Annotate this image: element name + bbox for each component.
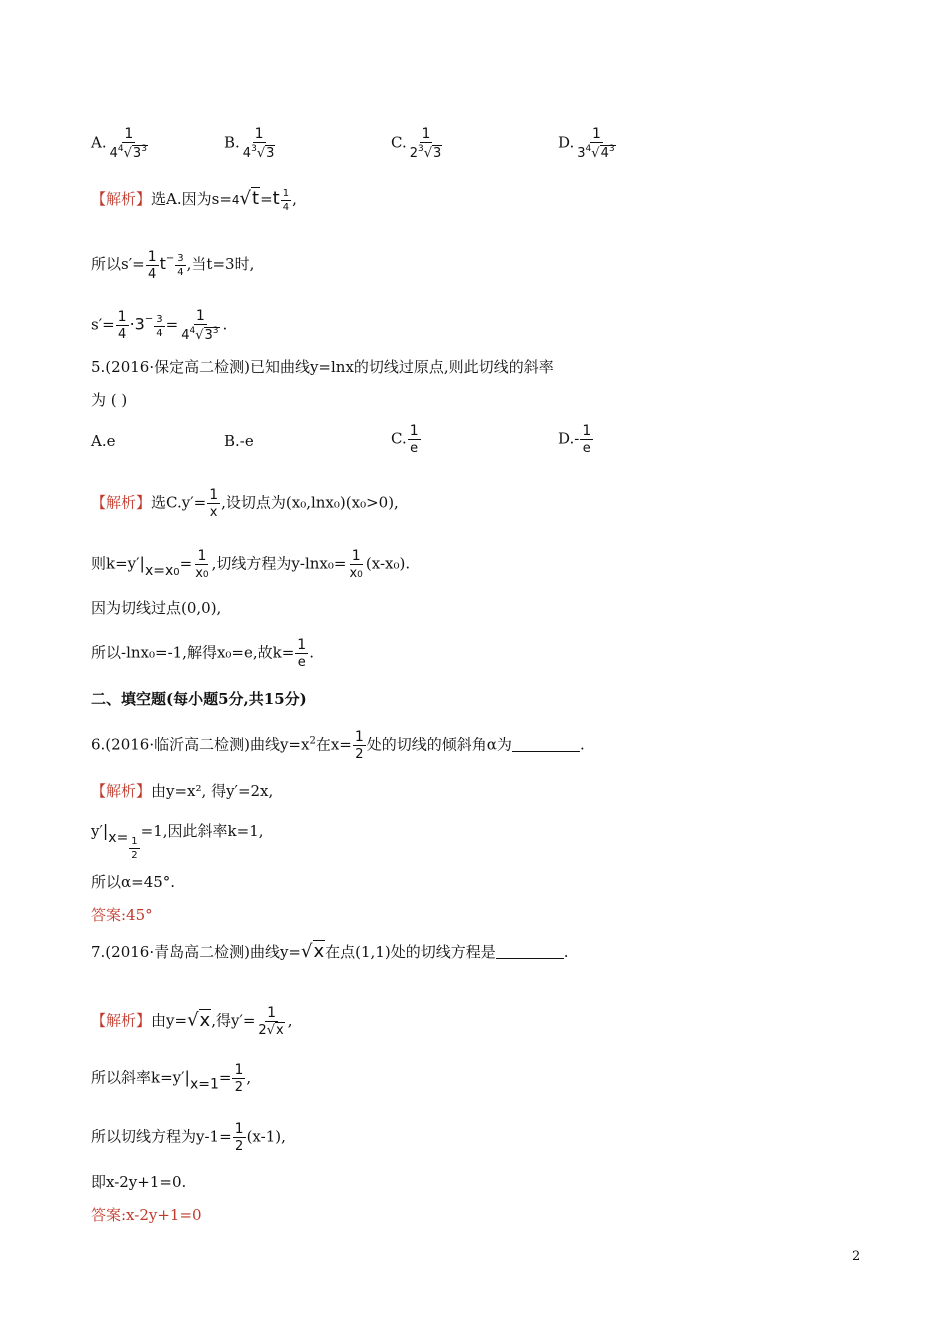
solution-tag: 【解析】 [91, 493, 152, 512]
q7-stem: 7.(2016·青岛高二检测)曲线y=√x在点(1,1)处的切线方程是 . [91, 941, 569, 962]
q4-option-d: D. $\frac{1}{3^4√4^3}$ [558, 126, 615, 161]
q5-solution-line-2: 则k=y′|x=x0= $\frac{1}{x0}$ ,切线方程为y-lnx₀= $\frac{1}{x0}$ (x-x₀). [91, 548, 411, 581]
q5-solution-line-3: 因为切线过点(0,0), [91, 599, 222, 617]
q6-answer: 答案:45° [91, 906, 153, 924]
q4-solution-line-1: 【解析】选A.因为s=4√t=t $\frac{1}{4}$ , [91, 188, 297, 213]
answer-blank [496, 944, 564, 959]
q4-option-c: C. $\frac{1}{2^3√3}$ [391, 126, 442, 161]
q5-stem-line-1: 5.(2016·保定高二检测)已知曲线y=lnx的切线过原点,则此切线的斜率 [91, 358, 554, 376]
q4-solution-line-2: 所以s′= $\frac{1}{4}$ t− $\frac{3}{4}$ ,当t=3时, [91, 248, 255, 282]
page-number: 2 [852, 1249, 861, 1264]
q7-solution-line-3: 所以切线方程为y-1= $\frac{1}{2}$ (x-1), [91, 1121, 286, 1154]
q4-solution-line-3: s′= $\frac{1}{4}$ ·3− $\frac{3}{4}$ = $\frac{1}{4^4√3^3}$ . [91, 308, 228, 343]
q4-option-a: A. $\frac{1}{4^4√3^3}$ [91, 126, 147, 161]
answer-blank [512, 737, 580, 752]
q6-solution-line-1: 【解析】由y=x², 得y′=2x, [91, 782, 274, 800]
q7-solution-line-1: 【解析】由y=√x,得y′= $\frac{1}{2√x}$ , [91, 1005, 293, 1038]
q7-answer: 答案:x-2y+1=0 [91, 1206, 202, 1224]
q5-option-d: D.- $\frac{1}{e}$ [558, 423, 592, 456]
q5-stem-line-2: 为 ( ) [91, 391, 128, 409]
q7-solution-line-4: 即x-2y+1=0. [91, 1173, 187, 1191]
section-heading-fill-in: 二、填空题(每小题5分,共15分) [91, 690, 307, 708]
solution-tag: 【解析】 [91, 190, 152, 208]
q5-option-c: C. $\frac{1}{e}$ [391, 423, 419, 456]
solution-tag: 【解析】 [91, 1011, 152, 1030]
q7-solution-line-2: 所以斜率k=y′|x=1= $\frac{1}{2}$ , [91, 1062, 252, 1095]
solution-tag: 【解析】 [91, 782, 152, 800]
q5-option-b: B.-e [224, 432, 254, 450]
q6-solution-line-3: 所以α=45°. [91, 873, 176, 891]
q5-solution-line-4: 所以-lnx₀=-1,解得x₀=e,故k= $\frac{1}{e}$ . [91, 637, 314, 670]
q4-option-b: B. $\frac{1}{4^3√3}$ [224, 126, 275, 161]
q5-option-a: A.e [91, 432, 116, 450]
q6-solution-line-2: y′|x= $\frac{1}{2}$ =1,因此斜率k=1, [91, 821, 264, 861]
q5-solution-line-1: 【解析】选C.y′= $\frac{1}{x}$ ,设切点为(x₀,lnx₀)(x₀>0), [91, 487, 399, 520]
q6-stem: 6.(2016·临沂高二检测)曲线$y=x^2$在x= $\frac{1}{2}$ 处的切线的倾斜角α为 . [91, 729, 585, 762]
